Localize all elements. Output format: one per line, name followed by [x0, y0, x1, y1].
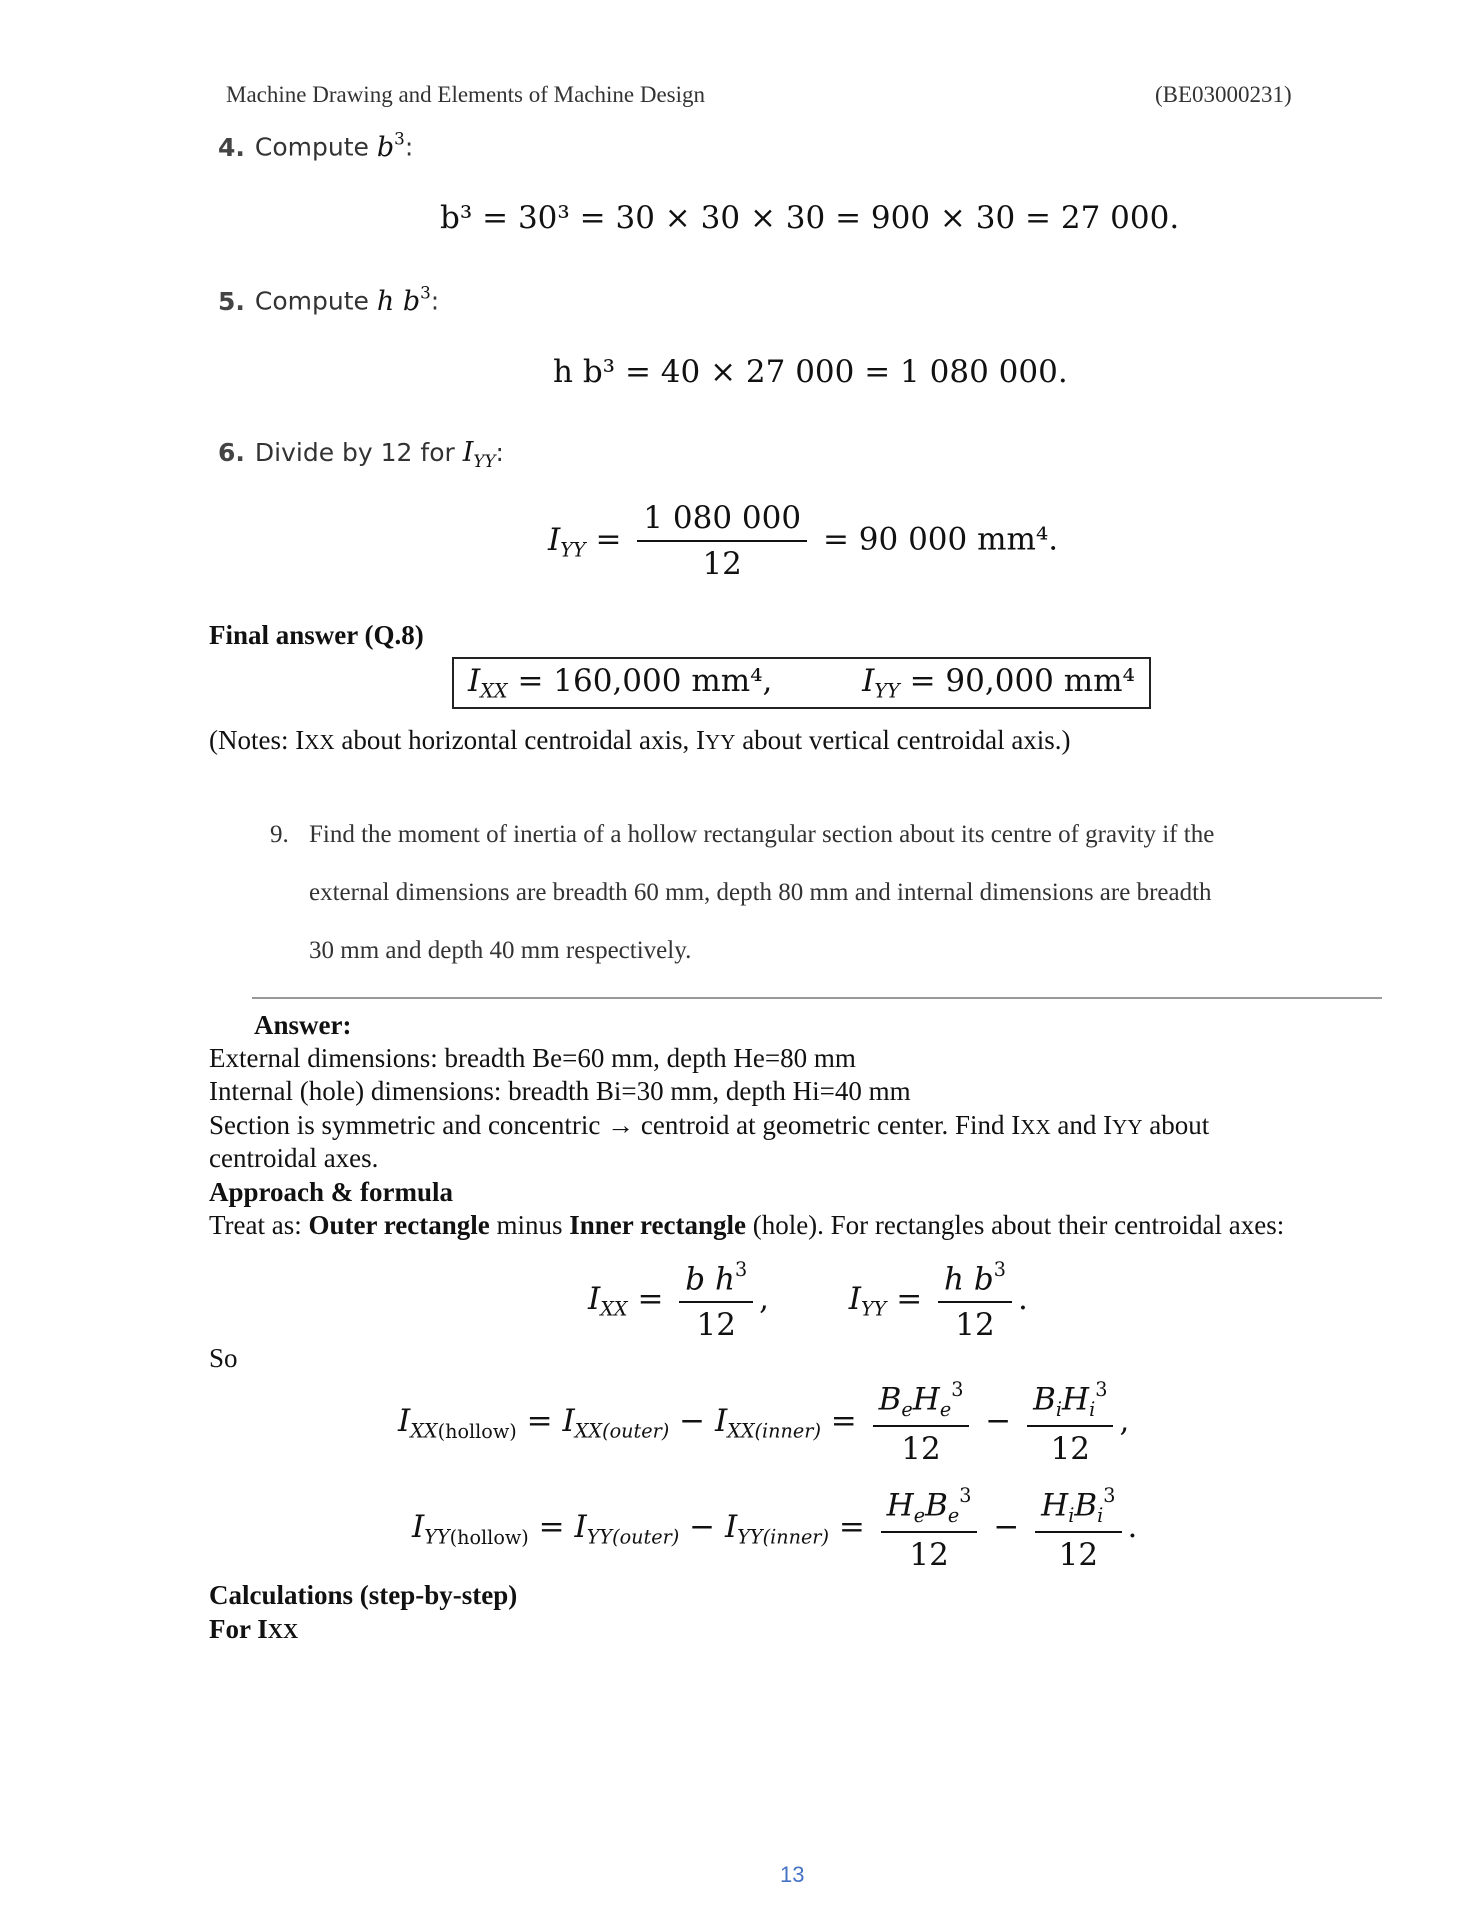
text-part: Outer rectangle: [308, 1210, 490, 1240]
answer-symmetry-cont: centroidal axes.: [209, 1143, 379, 1173]
step-number: 5.: [218, 286, 245, 316]
notes: (Notes: IXX about horizontal centroidal axis, IYY about vertical centroidal axis.): [209, 725, 1071, 755]
answer-symmetry: Section is symmetric and concentric → centroid at geometric center. Find IXX and IYY about: [209, 1110, 1210, 1140]
denominator: 12: [702, 546, 742, 582]
equation-b-cubed: b³ = 30³ = 30 × 30 × 30 = 900 × 30 = 27 000.: [440, 200, 1180, 236]
question-line: external dimensions are breadth 60 mm, depth 80 mm and internal dimensions are breadth: [309, 879, 1212, 906]
step-label: Compute: [254, 286, 377, 316]
text-part: Section is symmetric and concentric → centroid at geometric center. Find I: [209, 1110, 1021, 1140]
notes-part: about horizontal centroidal axis, I: [334, 725, 706, 755]
equation-iyy: $I_{YY}$ = $\frac{1 080 000}{12}$ = 90 000 mm⁴.: [548, 500, 1059, 582]
question-line: 30 mm and depth 40 mm respectively.: [309, 937, 692, 964]
final-answer-heading: Final answer (Q.8): [209, 620, 424, 650]
step-number: 4.: [218, 132, 245, 162]
text-part: Treat as:: [209, 1210, 309, 1240]
final-iyy: = 90,000 mm⁴: [909, 663, 1135, 699]
page-number: 13: [780, 1862, 805, 1887]
numerator: 1 080 000: [637, 500, 807, 542]
equation-iyy-result: = 90 000 mm⁴.: [822, 521, 1059, 558]
step-4: 4. Compute $b^3$:: [218, 128, 414, 163]
step-label: Divide by 12 for: [254, 438, 463, 467]
text-part: about: [1142, 1110, 1210, 1140]
question-line: Find the moment of inertia of a hollow rectangular section about its centre of gravity if the: [309, 821, 1215, 848]
notes-part: about vertical centroidal axis.): [735, 725, 1071, 755]
formula-iyy-hollow: $I_{YY(hollow)} = I_{YY(outer)} - I_{YY(inner)}$ = $\frac{H_eB_e^3}{12}$ − $\frac{H_iB_i^3}{12}$ .: [412, 1484, 1138, 1574]
so-label: So: [209, 1343, 238, 1373]
step-number: 6.: [218, 438, 245, 467]
final-answer-box: $I_{XX} = 160,000$ mm⁴, $I_{YY} = 90,000$ mm⁴: [452, 657, 1151, 709]
divider: [252, 997, 1382, 999]
notes-part: (Notes: I: [209, 725, 305, 755]
answer-heading: Answer:: [254, 1010, 352, 1040]
text-part: (hole). For rectangles about their centroidal axes:: [745, 1210, 1285, 1240]
text-part: For I: [209, 1614, 268, 1644]
step-6: 6. Divide by 12 for $I_{YY}$:: [218, 437, 504, 471]
question-number: 9.: [270, 821, 289, 848]
step-5: 5. Compute h $b^3$:: [218, 282, 440, 317]
question-text: [309, 806, 1214, 980]
calculations-heading: Calculations (step-by-step): [209, 1580, 518, 1610]
answer-external: External dimensions: breadth Be=60 mm, depth He=80 mm: [209, 1043, 856, 1073]
fraction: [637, 500, 807, 582]
text-part: minus: [489, 1210, 570, 1240]
treat-as-text: [209, 1210, 1284, 1241]
equation-h-b-cubed: h b³ = 40 × 27 000 = 1 080 000.: [553, 354, 1068, 390]
formula-rectangle: $I_{XX}$ = $\frac{b h^3}{12}$ , $I_{YY}$ = $\frac{h b^3}{12}$ .: [588, 1258, 1028, 1344]
formula-ixx-hollow: $I_{XX(hollow)} = I_{XX(outer)} - I_{XX(inner)}$ = $\frac{B_eH_e^3}{12}$ − $\frac{B_iH_i^3}{12}$ ,: [398, 1378, 1130, 1468]
answer-internal: Internal (hole) dimensions: breadth Bi=30 mm, depth Hi=40 mm: [209, 1076, 911, 1106]
text-part: and I: [1050, 1110, 1113, 1140]
step-label: Compute: [254, 132, 377, 162]
running-header-title: Machine Drawing and Elements of Machine Design: [226, 82, 706, 107]
final-ixx: = 160,000 mm⁴,: [517, 663, 773, 699]
running-header-code: (BE03000231): [1155, 82, 1292, 107]
approach-heading: Approach & formula: [209, 1177, 454, 1207]
text-part: Inner rectangle: [569, 1210, 746, 1240]
for-ixx-heading: For IXX: [209, 1614, 299, 1644]
